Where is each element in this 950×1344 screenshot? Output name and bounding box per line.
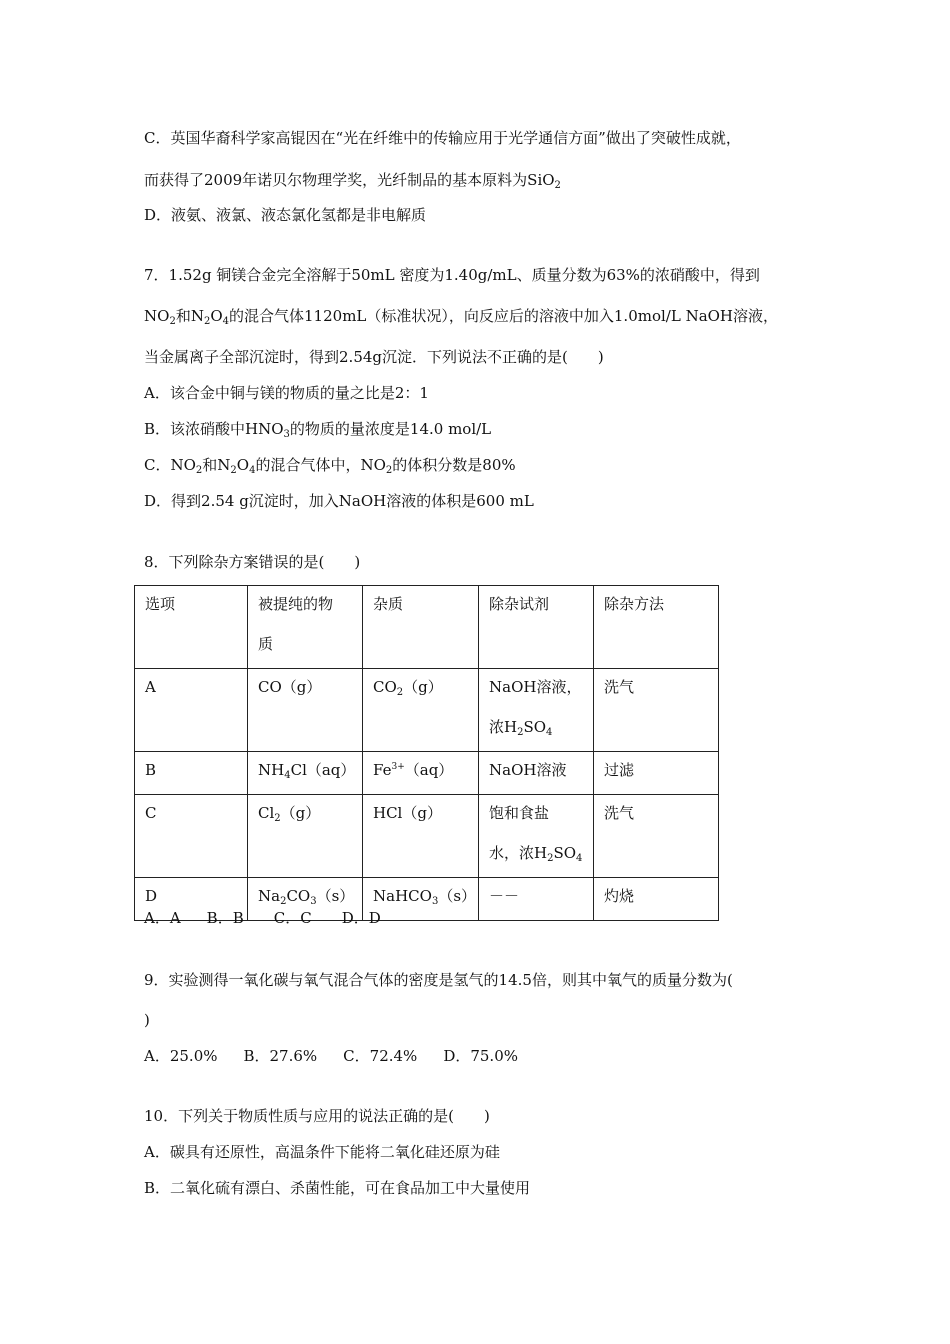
subscript: 2 bbox=[280, 896, 287, 907]
table-row bbox=[135, 752, 719, 795]
header-method: 除杂方法 bbox=[604, 595, 665, 613]
table-cell bbox=[594, 752, 719, 795]
q9-stem-text1: 9．实验测得一氧化碳与氧气混合气体的密度是氢气的14.5倍，则其中氧气的质量分数为( bbox=[144, 971, 733, 989]
q9-option-c: C．72.4% bbox=[343, 1047, 418, 1065]
row-reagent-line2a: 水，浓H bbox=[489, 844, 548, 862]
q7-d-text: D．得到2.54 g沉淀时，加入NaOH溶液的体积是600 mL bbox=[144, 492, 534, 510]
header-cell bbox=[135, 586, 248, 669]
table-cell bbox=[135, 669, 248, 752]
q7-b-text-pre: B．该浓硝酸中HNO bbox=[144, 420, 284, 438]
subscript: 3 bbox=[431, 896, 439, 907]
q7-c-text-post: 的体积分数是80% bbox=[392, 456, 516, 474]
q10-option-b bbox=[144, 1178, 530, 1198]
table-cell bbox=[479, 669, 594, 752]
row-reagent: －－ bbox=[489, 887, 520, 905]
q7-c-text-pre: C．NO bbox=[144, 456, 196, 474]
q7-stem-line2 bbox=[144, 306, 778, 326]
q10-option-a bbox=[144, 1142, 500, 1162]
subscript: 2 bbox=[547, 853, 554, 864]
row-reagent: NaOH溶液 bbox=[489, 761, 567, 779]
row-option: C bbox=[145, 804, 157, 822]
row-reagent bbox=[489, 667, 593, 747]
q8-stem-text: 8．下列除杂方案错误的是( ) bbox=[144, 553, 361, 571]
q8-option-c: C．C bbox=[273, 909, 312, 927]
q10-stem bbox=[144, 1106, 490, 1126]
row-option: A bbox=[145, 678, 156, 696]
row-impurity-a: NaHCO bbox=[373, 887, 432, 905]
row-impurity: HCl（g） bbox=[373, 804, 442, 822]
table-cell bbox=[135, 752, 248, 795]
table-cell bbox=[363, 752, 479, 795]
row-substance-a: NH bbox=[258, 761, 285, 779]
row-option: D bbox=[145, 887, 158, 905]
subscript: 3 bbox=[283, 429, 290, 440]
row-method: 洗气 bbox=[604, 678, 635, 696]
header-cell bbox=[363, 586, 479, 669]
row-method: 洗气 bbox=[604, 804, 635, 822]
subscript: 2 bbox=[195, 465, 203, 476]
q7-stem-text2d: 的混合气体1120mL（标准状况），向反应后的溶液中加入1.0mol/L NaOH溶液， bbox=[229, 307, 779, 325]
q8-option-a: A．A bbox=[144, 909, 181, 927]
row-method: 灼烧 bbox=[604, 887, 635, 905]
table-cell bbox=[363, 669, 479, 752]
row-substance-c: （s） bbox=[316, 887, 355, 905]
row-method: 过滤 bbox=[604, 761, 635, 779]
row-substance-b: CO bbox=[286, 887, 311, 905]
table-cell bbox=[248, 795, 363, 878]
table-cell bbox=[248, 669, 363, 752]
row-reagent bbox=[489, 793, 593, 873]
q9-option-a: A．25.0% bbox=[144, 1047, 218, 1065]
row-impurity-b: （s） bbox=[438, 887, 477, 905]
subscript: 3 bbox=[310, 896, 317, 907]
row-impurity bbox=[373, 876, 478, 916]
row-option: B bbox=[145, 761, 157, 779]
row-substance-b: （g） bbox=[280, 804, 321, 822]
q9-option-d: D．75.0% bbox=[443, 1047, 518, 1065]
subscript: 2 bbox=[517, 727, 524, 738]
q8-table bbox=[134, 585, 719, 921]
table-cell bbox=[248, 752, 363, 795]
row-substance: CO（g） bbox=[258, 678, 322, 696]
row-impurity-b: （g） bbox=[403, 678, 443, 696]
q9-stem-line1 bbox=[144, 970, 733, 990]
row-substance-b: Cl（aq） bbox=[290, 761, 356, 779]
q7-stem-text2a: NO bbox=[144, 307, 170, 325]
table-cell bbox=[594, 878, 719, 921]
q6-c-text1: C．英国华裔科学家高锟因在“光在纤维中的传输应用于光学通信方面”做出了突破性成就， bbox=[144, 129, 741, 147]
row-reagent-line1: 饱和食盐 bbox=[489, 804, 550, 822]
q6-option-c-line1 bbox=[144, 128, 741, 148]
q9-option-b: B．27.6% bbox=[243, 1047, 318, 1065]
table-row bbox=[135, 669, 719, 752]
row-reagent-line2b: SO bbox=[523, 718, 547, 736]
subscript: 2 bbox=[396, 687, 404, 698]
row-impurity-a: Fe bbox=[373, 761, 392, 779]
q8-options bbox=[144, 908, 381, 928]
row-substance-a: Cl bbox=[258, 804, 275, 822]
subscript: 4 bbox=[249, 465, 256, 476]
header-reagent: 除杂试剂 bbox=[489, 595, 550, 613]
row-impurity-b: （aq） bbox=[404, 761, 454, 779]
q10-b-text: B．二氧化硫有漂白、杀菌性能，可在食品加工中大量使用 bbox=[144, 1179, 531, 1197]
q7-option-b bbox=[144, 419, 491, 439]
q6-option-d bbox=[144, 205, 426, 225]
q6-option-c-line2 bbox=[144, 170, 561, 190]
table-cell bbox=[363, 795, 479, 878]
table-cell bbox=[135, 795, 248, 878]
q8-option-b: B．B bbox=[206, 909, 244, 927]
row-substance bbox=[258, 793, 362, 833]
superscript: 3+ bbox=[391, 762, 405, 772]
row-substance-a: Na bbox=[258, 887, 281, 905]
q9-stem-line2 bbox=[144, 1010, 150, 1030]
header-impurity: 杂质 bbox=[373, 595, 404, 613]
header-substance-line1: 被提纯的物 bbox=[258, 595, 334, 613]
header-option: 选项 bbox=[145, 595, 176, 613]
table-cell bbox=[594, 795, 719, 878]
subscript: 4 bbox=[546, 727, 553, 738]
header-cell bbox=[594, 586, 719, 669]
q9-options bbox=[144, 1046, 518, 1066]
q10-stem-text: 10．下列关于物质性质与应用的说法正确的是( ) bbox=[144, 1107, 490, 1125]
q9-stem-text2: ) bbox=[144, 1011, 150, 1029]
q6-c-text2: 而获得了2009年诺贝尔物理学奖，光纤制品的基本原料为SiO bbox=[144, 171, 555, 189]
header-substance bbox=[258, 584, 362, 664]
table-header-row bbox=[135, 586, 719, 669]
table-cell bbox=[479, 752, 594, 795]
q7-b-text-post: 的物质的量浓度是14.0 mol/L bbox=[289, 420, 492, 438]
subscript: 2 bbox=[169, 316, 176, 327]
header-cell bbox=[248, 586, 363, 669]
q10-a-text: A．碳具有还原性，高温条件下能将二氧化硅还原为硅 bbox=[144, 1143, 500, 1161]
table-cell bbox=[479, 878, 594, 921]
q7-option-c bbox=[144, 455, 516, 475]
header-substance-line2: 质 bbox=[258, 635, 274, 653]
q7-stem-text2c: O bbox=[210, 307, 223, 325]
q7-option-d bbox=[144, 491, 534, 511]
subscript: 2 bbox=[203, 316, 211, 327]
subscript: 2 bbox=[230, 465, 237, 476]
subscript: 4 bbox=[576, 853, 583, 864]
q7-stem-line3 bbox=[144, 347, 604, 367]
subscript: 2 bbox=[554, 180, 561, 191]
row-impurity bbox=[373, 750, 478, 790]
row-substance bbox=[258, 750, 362, 790]
table-cell bbox=[479, 795, 594, 878]
table-row bbox=[135, 795, 719, 878]
q7-stem-text3: 当金属离子全部沉淀时，得到2.54g沉淀．下列说法不正确的是( ) bbox=[144, 348, 604, 366]
subscript: 2 bbox=[274, 813, 281, 824]
q8-option-d: D．D bbox=[341, 909, 381, 927]
row-reagent-line1: NaOH溶液， bbox=[489, 678, 582, 696]
row-reagent-line2b: SO bbox=[553, 844, 577, 862]
header-cell bbox=[479, 586, 594, 669]
q7-stem-text1: 7．1.52g 铜镁合金完全溶解于50mL 密度为1.40g/mL、质量分数为63%的浓硝酸中，得到 bbox=[144, 266, 760, 284]
q6-d-text: D．液氨、液氯、液态氯化氢都是非电解质 bbox=[144, 206, 427, 224]
q7-stem-line1 bbox=[144, 265, 760, 285]
row-impurity-a: CO bbox=[373, 678, 397, 696]
subscript: 4 bbox=[284, 770, 291, 781]
row-reagent-line2a: 浓H bbox=[489, 718, 518, 736]
q7-stem-text2b: 和N bbox=[175, 307, 204, 325]
q7-option-a bbox=[144, 383, 429, 403]
q7-c-text-mid1: 和N bbox=[202, 456, 231, 474]
subscript: 4 bbox=[222, 316, 230, 327]
subscript: 2 bbox=[385, 465, 393, 476]
q7-a-text: A．该合金中铜与镁的物质的量之比是2：1 bbox=[144, 384, 429, 402]
row-impurity bbox=[373, 667, 478, 707]
table-cell bbox=[594, 669, 719, 752]
q8-stem bbox=[144, 552, 360, 572]
q7-c-text-mid3: 的混合气体中，NO bbox=[255, 456, 386, 474]
q7-c-text-mid2: O bbox=[236, 456, 250, 474]
